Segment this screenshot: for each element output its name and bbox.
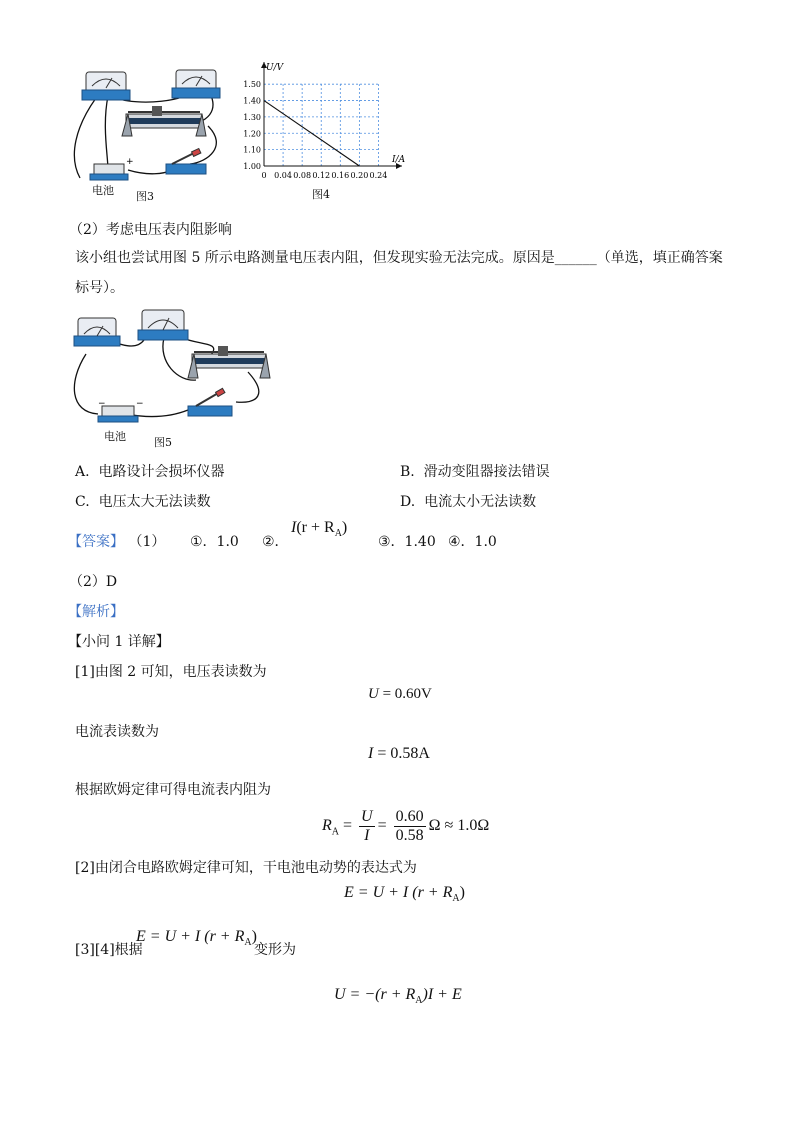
equation-I [368, 745, 430, 763]
equation-E [344, 884, 465, 904]
y-tick-label: 1.20 [243, 129, 261, 139]
answer-label: 【答案】 [68, 534, 124, 550]
option-c-key: C. [75, 494, 90, 510]
eq-U-lhs: U [368, 686, 379, 702]
figure-5 [68, 302, 278, 452]
x-tick-label: 0.24 [369, 171, 388, 180]
figure-4-caption: 图4 [312, 188, 330, 201]
eq-final-sub: A [415, 995, 423, 1007]
svg-text:−: − [136, 399, 144, 409]
eq-RA-num1: U [361, 808, 373, 825]
figure-3-caption: 图3 [136, 190, 154, 203]
eq-RA-sub: A [331, 826, 340, 838]
eq-RA-frac2 [394, 808, 426, 845]
option-c [75, 492, 211, 512]
x-tick-label: 0.20 [350, 171, 369, 180]
eq-I-lhs: I [368, 745, 374, 762]
option-d-key: D. [400, 494, 416, 510]
x-tick-label: 0.04 [274, 171, 292, 180]
analysis-line-1: [1]由图 2 可知，电压表读数为 [75, 664, 267, 680]
figure-3 [68, 66, 228, 204]
equation-RA: $R_A$ = $\frac{U}{I}$ = $\frac{0.60}{0.58}$ Ω ≈ 1.0Ω [322, 808, 490, 844]
y-tick-label: 1.10 [243, 145, 261, 155]
question-stem-line1: 该小组也尝试用图 5 所示电路测量电压表内阻，但发现实验无法完成。原因是______（单选，填正确答案 [75, 250, 723, 266]
option-b [400, 462, 550, 482]
y-tick-label: 1.40 [243, 96, 261, 106]
eq-RA-num2: 0.60 [395, 808, 424, 825]
answer-4: ④．1.0 [448, 534, 497, 550]
eq-RA-R: R [322, 817, 332, 835]
eq-E-main: E = U + I (r + R [344, 884, 453, 901]
analysis-line-3: 根据欧姆定律可得电流表内阻为 [75, 782, 271, 798]
option-c-text: 电压太大无法读数 [98, 494, 211, 510]
eq-U-rhs: = 0.60V [378, 686, 432, 702]
x-tick-label: 0 [261, 171, 267, 180]
line5-post: 变形为 [254, 942, 296, 958]
eq-final-close: )I + E [422, 986, 462, 1003]
y-tick-label: 1.00 [243, 162, 261, 171]
y-tick-label: 1.30 [243, 112, 261, 122]
line5-expr-sub: A [244, 937, 252, 949]
figure-5-circuit-drawing [68, 302, 278, 452]
expr-sub: A [334, 528, 342, 540]
answer-part2: （2）D [69, 574, 118, 590]
eq-RA-den2: 0.58 [395, 827, 424, 844]
eq-E-sub: A [452, 893, 460, 905]
line5-expr-close: ) [251, 928, 257, 945]
x-tick-label: 0.08 [293, 171, 312, 180]
line5-expr: E = U + I (r + R [136, 928, 245, 945]
answer-1: ①．1.0 [190, 534, 239, 550]
analysis-label: 【解析】 [68, 604, 124, 620]
option-d-text: 电流太小无法读数 [424, 494, 537, 510]
answer-part1: （1） [128, 534, 166, 550]
analysis-line-5 [75, 940, 143, 960]
svg-text:−: − [98, 399, 106, 409]
ui-chart-svg [230, 58, 410, 206]
line5-expression [136, 928, 257, 948]
analysis-line-2: 电流表读数为 [75, 724, 159, 740]
x-axis-label: I/A [392, 155, 406, 165]
question-stem-line2: 标号）。 [75, 280, 124, 296]
eq-RA-frac1 [359, 808, 375, 845]
expr-close: ) [341, 519, 348, 536]
answer-2: ②． [262, 534, 289, 550]
equation-U [368, 686, 432, 703]
eq-final-main: U = −(r + R [334, 986, 416, 1003]
expr-rest: (r + R [296, 519, 335, 536]
option-b-text: 滑动变阻器接法错误 [423, 464, 550, 480]
x-tick-label: 0.12 [312, 171, 331, 180]
option-a-text: 电路设计会损坏仪器 [98, 464, 225, 480]
answer-line [68, 532, 165, 552]
x-tick-label: 0.16 [331, 171, 350, 180]
sub-question-1-label: 【小问 1 详解】 [68, 634, 170, 650]
figure-5-battery-label: 电池 [104, 430, 126, 443]
option-a [75, 462, 224, 482]
figure-4-chart [230, 58, 410, 206]
figure-5-caption: 图5 [154, 436, 172, 449]
expr-I: I [291, 519, 297, 536]
eq-RA-den1: I [364, 827, 370, 844]
answer-2-expression [291, 519, 347, 539]
figure-3-battery-label: 电池 [92, 184, 114, 197]
analysis-line-4: [2]由闭合电路欧姆定律可知，干电池电动势的表达式为 [75, 860, 417, 876]
eq-E-close: ) [459, 884, 465, 901]
equation-final [334, 986, 462, 1006]
y-axis-label: U/V [266, 63, 284, 73]
option-a-key: A. [75, 464, 90, 480]
svg-text:+: + [126, 157, 134, 167]
option-d [400, 492, 536, 512]
eq-I-rhs: = 0.58A [373, 745, 430, 762]
y-tick-label: 1.50 [243, 80, 261, 90]
part2-heading: （2）考虑电压表内阻影响 [69, 222, 232, 238]
line5-pre: [3][4]根据 [75, 942, 143, 958]
answer-3: ③．1.40 [378, 534, 436, 550]
option-b-key: B. [400, 464, 415, 480]
eq-RA-tail: Ω ≈ 1.0Ω [428, 817, 490, 835]
